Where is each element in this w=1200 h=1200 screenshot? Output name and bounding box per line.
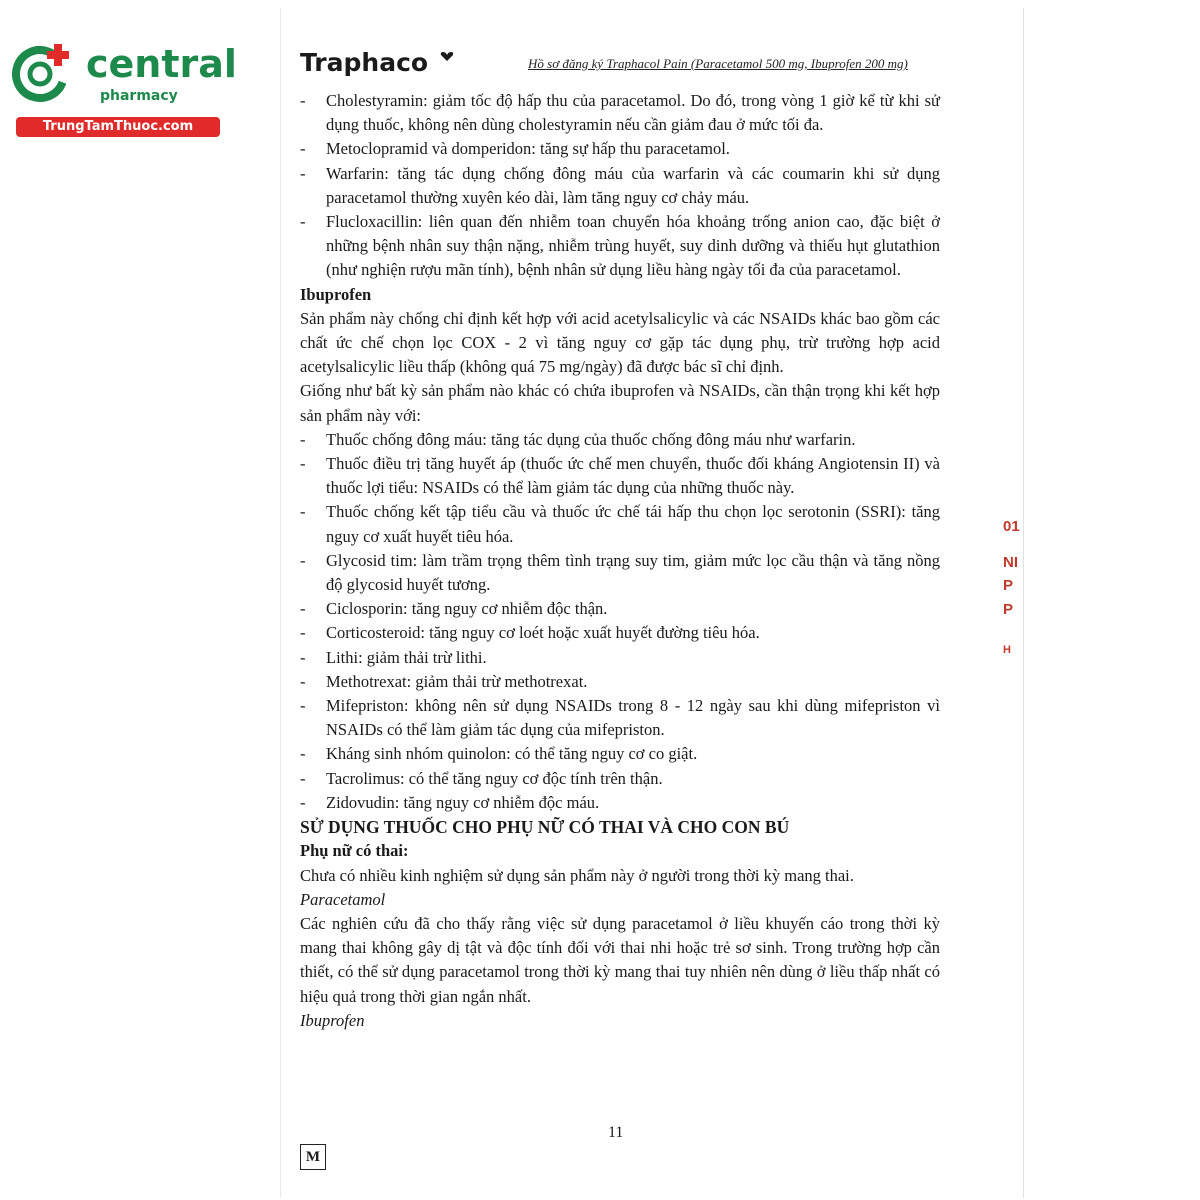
stamp-fragment: P <box>1003 601 1014 618</box>
list-item: - Zidovudin: tăng nguy cơ nhiễm độc máu. <box>300 792 600 812</box>
list-item: - Corticosteroid: tăng nguy cơ loét hoặc xuất huyết đường tiêu hóa. <box>300 623 760 643</box>
section-heading-pregnancy: SỬ DỤNG THUỐC CHO PHỤ NỮ CÓ THAI VÀ CHO CON BÚ <box>300 817 790 838</box>
list-item: - Lithi: giảm thải trừ lithi. <box>300 647 487 667</box>
paragraph: Chưa có nhiều kinh nghiệm sử dụng sản phẩm này ở người trong thời kỳ mang thai. <box>300 865 854 885</box>
brand-name: Traphaco <box>300 48 429 77</box>
list-item: - Metoclopramid và domperidon: tăng sự hấp thu paracetamol. <box>300 139 730 159</box>
list-item: - Warfarin: tăng tác dụng chống đông máu của warfarin và các coumarin khi sử dụng paracetamol thường xuyên kéo dài, làm tăng nguy cơ chảy máu. <box>300 163 940 207</box>
logo-subtitle: pharmacy <box>100 88 178 104</box>
logo-url-banner: TrungTamThuoc.com <box>16 117 220 137</box>
paragraph: Các nghiên cứu đã cho thấy rằng việc sử dụng paracetamol ở liều khuyến cáo trong thời kỳ mang thai không gây dị tật và độc tính đối với thai nhi hoặc trẻ sơ sinh. Trong trường hợp cần thiết, có thể sử dụng paracetamol trong thời kỳ mang thai tuy nhiên nên dùng ở liều thấp nhất có hiệu quả trong thời gian ngắn nhất. <box>300 913 940 1006</box>
list-item: - Cholestyramin: giảm tốc độ hấp thu của paracetamol. Do đó, trong vòng 1 giờ kể từ khi sử dụng thuốc, không nên dùng cholestyramin nếu cần giảm đau ở mức tối đa. <box>300 91 940 135</box>
stamp-fragment: P <box>1003 577 1014 594</box>
list-item: - Thuốc chống kết tập tiểu cầu và thuốc ức chế tái hấp thu chọn lọc serotonin (SSRI): tăng nguy cơ xuất huyết tiêu hóa. <box>300 502 940 546</box>
stamp-fragment: NI <box>1003 554 1018 571</box>
list-item: - Kháng sinh nhóm quinolon: có thể tăng nguy cơ co giật. <box>300 744 698 764</box>
central-pharmacy-logo <box>10 38 237 138</box>
list-item: - Methotrexat: giảm thải trừ methotrexat. <box>300 671 588 691</box>
logo-name: central <box>86 42 237 86</box>
list-item: - Thuốc chống đông máu: tăng tác dụng của thuốc chống đông máu như warfarin. <box>300 429 856 449</box>
section-heading-ibuprofen: Ibuprofen <box>300 284 372 304</box>
subheading-ibuprofen: Ibuprofen <box>300 1010 365 1030</box>
document-header-title: Hồ sơ đăng ký Traphacol Pain (Paracetamol 500 mg, Ibuprofen 200 mg) <box>528 56 908 71</box>
page-mark-box: M <box>300 1144 326 1170</box>
list-item: - Mifepriston: không nên sử dụng NSAIDs trong 8 - 12 ngày sau khi dùng mifepriston vì NSAIDs có thể làm giảm tác dụng của mifepriston. <box>300 696 940 740</box>
paragraph: Giống như bất kỳ sản phẩm nào khác có chứa ibuprofen và NSAIDs, cần thận trọng khi kết hợp sản phẩm này với: <box>300 381 940 425</box>
paragraph: Sản phẩm này chống chỉ định kết hợp với acid acetylsalicylic và các NSAIDs khác bao gồm các chất ức chế chọn lọc COX - 2 vì tăng nguy cơ gặp tác dụng phụ, trừ trường hợp acid acetylsalicylic liều thấp (không quá 75 mg/ngày) đã được bác sĩ chỉ định. <box>300 308 940 377</box>
list-item: - Ciclosporin: tăng nguy cơ nhiễm độc thận. <box>300 599 608 619</box>
page-number: 11 <box>608 1124 624 1141</box>
pharmacy-cross-icon <box>10 38 80 108</box>
subheading-pregnant-women: Phụ nữ có thai: <box>300 841 409 861</box>
list-item: - Tacrolimus: có thể tăng nguy cơ độc tính trên thận. <box>300 768 663 788</box>
subheading-paracetamol: Paracetamol <box>300 889 386 909</box>
stamp-fragment: H <box>1003 644 1011 656</box>
list-item: - Glycosid tim: làm trầm trọng thêm tình trạng suy tim, giảm mức lọc cầu thận và tăng nồng độ glycosid huyết tương. <box>300 550 940 595</box>
list-item: - Flucloxacillin: liên quan đến nhiễm toan chuyển hóa khoảng trống anion cao, đặc biệt ở những bệnh nhân suy thận nặng, nhiễm trùng huyết, suy dinh dưỡng và thiếu hụt glutathion (như nghiện rượu mãn tính), bệnh nhân sử dụng liều hàng ngày tối đa của paracetamol. <box>300 212 940 280</box>
list-item: - Thuốc điều trị tăng huyết áp (thuốc ức chế men chuyển, thuốc đối kháng Angiotensin II) và thuốc lợi tiểu: NSAIDs có thể làm giảm tác dụng của những thuốc này. <box>300 454 940 498</box>
heart-icon <box>440 52 454 62</box>
document-body <box>300 89 940 1033</box>
stamp-fragment: 01 <box>1003 518 1020 535</box>
